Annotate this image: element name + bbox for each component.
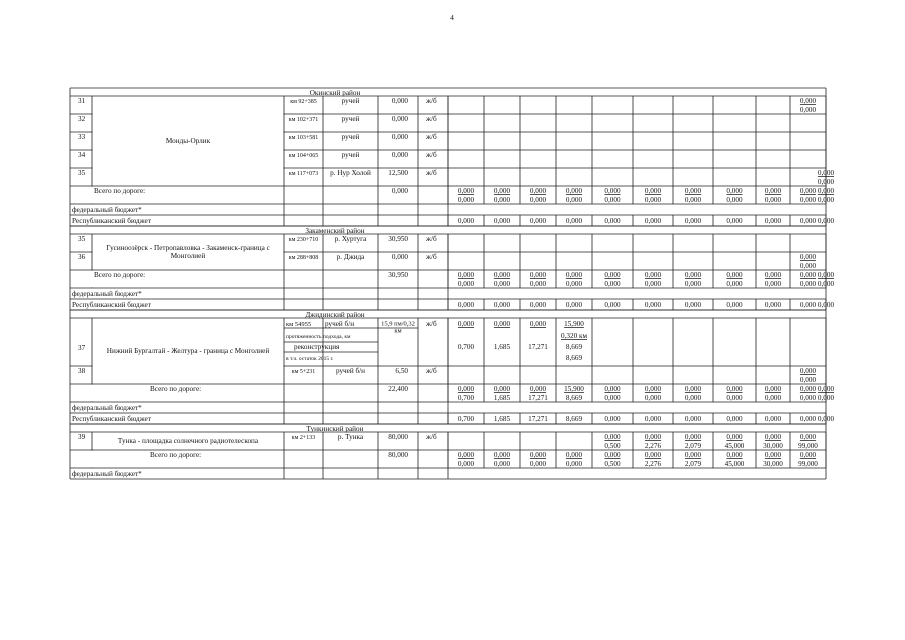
amount-value: 0,700 — [457, 343, 475, 351]
total-amount: 0,000 — [457, 460, 475, 468]
total-length: 80,000 — [388, 451, 408, 459]
total-length: 30,950 — [388, 271, 408, 279]
total-amount: 0,000 — [604, 187, 621, 195]
total-amount: 0,000 — [604, 394, 621, 402]
amount-value: 0,000 — [799, 376, 817, 384]
total-amount: 0,000 — [529, 187, 547, 195]
total-amount: 0,000 — [493, 196, 511, 204]
total-amount: 0,000 — [457, 385, 475, 393]
total-amount: 0,000 — [726, 280, 743, 288]
total-amount: 0,000 — [565, 187, 583, 195]
republic-amount: 0,000 — [726, 301, 743, 309]
amount-value: 0,000 — [604, 433, 621, 441]
amount-value: 1,685 — [493, 343, 511, 351]
km-mark: км 104+065 — [288, 153, 319, 159]
total-amount: 8,669 — [565, 394, 583, 402]
total-label: Всего по дороге: — [94, 271, 146, 279]
structure-kind: ж/б — [426, 320, 437, 328]
republic-amount: 0,700 — [457, 415, 475, 423]
total-label: Всего по дороге: — [94, 187, 146, 195]
total-amount: 0,000 — [493, 271, 511, 279]
total-amount: 0,000 — [799, 280, 817, 288]
total-amount: 0,000 — [726, 394, 743, 402]
total-amount: 0,000 — [457, 196, 475, 204]
structure-kind: ж/б — [426, 169, 437, 177]
republic-amount: 0,000 — [457, 217, 475, 225]
total-amount: 0,000 — [764, 271, 782, 279]
length-value: 0,000 — [391, 253, 408, 261]
road-name: Нижний Бургалтай - Желтура - граница с Монголией — [106, 347, 270, 355]
total-amount: 2,079 — [684, 460, 702, 468]
km-mark: км 103+581 — [288, 135, 319, 141]
object-name: ручей — [341, 151, 360, 159]
amount-value: 2,079 — [684, 442, 702, 450]
republic-budget-label: Республиканский бюджет — [72, 217, 151, 225]
total-label: Всего по дороге: — [150, 451, 202, 459]
total-amount: 0,000 — [604, 271, 621, 279]
total-amount: 0,000 — [764, 196, 782, 204]
total-amount: 0,000 — [565, 280, 583, 288]
total-amount: 0,000 — [457, 187, 475, 195]
total-amount: 0,000 — [529, 196, 547, 204]
total-amount: 0,000 — [799, 187, 817, 195]
km-mark: км 117+073 — [288, 171, 319, 177]
republic-amount: 17,271 — [528, 415, 548, 423]
total-amount: 0,000 — [817, 196, 835, 204]
total-amount: 0,000 — [644, 271, 662, 279]
amount-value: 0,000 — [799, 97, 817, 105]
republic-amount: 0,000 — [684, 415, 702, 423]
amount-value: 2,276 — [644, 442, 662, 450]
total-amount: 0,000 — [817, 394, 835, 402]
amount-value: 0,000 — [644, 433, 662, 441]
total-amount: 0,000 — [764, 451, 782, 459]
total-amount: 30,000 — [763, 460, 783, 468]
total-amount: 2,276 — [644, 460, 662, 468]
amount-value: 0,000 — [817, 169, 835, 177]
length-value: 6,50 — [395, 367, 408, 375]
row-number: 32 — [78, 115, 86, 123]
district-name: Тункинский район — [306, 425, 364, 433]
total-amount: 0,000 — [529, 271, 547, 279]
total-amount: 99,000 — [798, 460, 818, 468]
amount-value: 0,000 — [799, 433, 817, 441]
amount-value: 8,669 — [565, 343, 583, 351]
row-number: 35 — [78, 169, 86, 177]
federal-budget-label: федеральный бюджет* — [72, 470, 142, 478]
object-name: ручей б/н — [335, 367, 366, 375]
total-amount: 0,000 — [644, 451, 662, 459]
republic-amount: 0,000 — [644, 415, 662, 423]
amount-value: 8,669 — [565, 354, 583, 362]
total-amount: 0,000 — [764, 394, 782, 402]
total-amount: 0,000 — [604, 196, 621, 204]
district-name: Закаменский район — [305, 227, 365, 235]
km-mark: км 230+710 — [288, 237, 319, 243]
total-length: 22,400 — [388, 385, 408, 393]
row-number: 37 — [78, 344, 86, 352]
sub-label: в т.ч. остаток 2015 г. — [286, 356, 334, 362]
object-name: ручей б/н — [325, 320, 355, 328]
total-amount: 0,000 — [493, 451, 511, 459]
structure-kind: ж/б — [426, 133, 437, 141]
amount-value: 0,000 — [726, 433, 743, 441]
total-amount: 0,000 — [799, 385, 817, 393]
republic-budget-label: Республиканский бюджет — [72, 301, 151, 309]
length-value: 15,9 пм/0,32 км — [381, 320, 415, 335]
length-value: 0,000 — [391, 151, 408, 159]
km-mark: км 102+371 — [288, 117, 319, 123]
row-number: 31 — [78, 97, 86, 105]
total-amount: 0,000 — [684, 271, 702, 279]
length-value: 0,000 — [391, 115, 408, 123]
sub-label: реконструкция — [294, 343, 340, 351]
amount-value: 0,000 — [799, 106, 817, 114]
republic-amount: 0,000 — [799, 415, 817, 423]
total-label: Всего по дороге: — [150, 385, 202, 393]
total-amount: 0,000 — [764, 385, 782, 393]
object-name: р. Нур Холой — [330, 169, 371, 177]
republic-amount: 0,000 — [529, 301, 547, 309]
amount-value: 30,000 — [763, 442, 783, 450]
km-mark: км 5+231 — [291, 369, 316, 375]
republic-amount: 0,000 — [644, 301, 662, 309]
total-amount: 0,000 — [799, 271, 817, 279]
district-name: Джидинский район — [305, 311, 365, 319]
total-amount: 0,000 — [764, 187, 782, 195]
amount-value: 0,000 — [684, 433, 702, 441]
total-amount: 0,000 — [726, 385, 743, 393]
total-amount: 0,000 — [644, 196, 662, 204]
total-amount: 0,000 — [644, 280, 662, 288]
total-amount: 0,000 — [529, 460, 547, 468]
republic-amount: 0,000 — [529, 217, 547, 225]
republic-amount: 0,000 — [457, 301, 475, 309]
republic-amount: 0,000 — [604, 301, 621, 309]
object-name: р. Тунка — [337, 433, 364, 441]
republic-amount: 0,000 — [493, 301, 511, 309]
federal-budget-label: федеральный бюджет* — [72, 404, 142, 412]
road-name: Монды-Орлик — [165, 137, 211, 145]
page-number: 4 — [450, 13, 454, 22]
sub-label: протяженность подхода, км — [286, 334, 351, 340]
republic-amount: 0,000 — [726, 415, 743, 423]
row-number: 34 — [78, 151, 86, 159]
republic-amount: 0,000 — [604, 217, 621, 225]
republic-amount: 0,000 — [764, 301, 782, 309]
republic-amount: 0,000 — [493, 217, 511, 225]
republic-amount: 0,000 — [644, 217, 662, 225]
republic-amount: 0,000 — [817, 301, 835, 309]
amount-value: 0,000 — [493, 320, 511, 328]
total-amount: 0,000 — [799, 196, 817, 204]
structure-kind: ж/б — [426, 367, 437, 375]
km-mark: км 2+133 — [291, 435, 316, 441]
republic-amount: 0,000 — [565, 301, 583, 309]
amount-value: 0,000 — [764, 433, 782, 441]
total-amount: 17,271 — [528, 394, 548, 402]
row-number: 39 — [78, 433, 86, 441]
total-amount: 0,000 — [565, 460, 583, 468]
structure-kind: ж/б — [426, 253, 437, 261]
total-amount: 0,000 — [684, 280, 702, 288]
total-amount: 0,000 — [817, 271, 835, 279]
structure-kind: ж/б — [426, 115, 437, 123]
total-amount: 0,000 — [684, 385, 702, 393]
republic-amount: 0,000 — [684, 301, 702, 309]
amount-value: 0,320 км — [560, 332, 588, 340]
km-mark: км 92+385 — [290, 99, 317, 105]
total-amount: 0,000 — [457, 271, 475, 279]
total-amount: 0,000 — [604, 385, 621, 393]
total-amount: 0,000 — [457, 451, 475, 459]
row-number: 33 — [78, 133, 86, 141]
amount-value: 45,000 — [724, 442, 745, 450]
total-amount: 0,000 — [684, 394, 702, 402]
total-amount: 0,000 — [493, 187, 511, 195]
amount-value: 0,000 — [457, 320, 475, 328]
row-number: 36 — [78, 253, 86, 261]
object-name: р. Джида — [336, 253, 365, 261]
total-amount: 0,000 — [604, 280, 621, 288]
total-amount: 0,000 — [604, 451, 621, 459]
total-amount: 0,000 — [529, 385, 547, 393]
total-amount: 0,700 — [457, 394, 475, 402]
total-amount: 0,000 — [817, 187, 835, 195]
road-name: Гусиноозёрск - Петропавловка - Закаменск-граница с Монголией — [106, 243, 270, 261]
length-value: 80,000 — [388, 433, 408, 441]
amount-value: 0,000 — [817, 178, 835, 186]
amount-value: 15,900 — [564, 320, 584, 328]
republic-amount: 0,000 — [764, 217, 782, 225]
row-number: 38 — [78, 367, 86, 375]
object-name: р. Хуртуга — [334, 235, 367, 243]
total-amount: 0,000 — [684, 451, 702, 459]
total-amount: 0,000 — [726, 196, 743, 204]
republic-amount: 8,669 — [565, 415, 583, 423]
republic-amount: 0,000 — [817, 217, 835, 225]
structure-kind: ж/б — [426, 433, 437, 441]
total-amount: 0,000 — [799, 394, 817, 402]
amount-value: 99,000 — [798, 442, 818, 450]
total-amount: 0,000 — [684, 187, 702, 195]
row-number: 35 — [78, 235, 86, 243]
total-amount: 0,000 — [565, 271, 583, 279]
length-value: 0,000 — [391, 97, 408, 105]
total-amount: 0,000 — [799, 451, 817, 459]
length-value: 0,000 — [391, 133, 408, 141]
republic-amount: 0,000 — [726, 217, 743, 225]
republic-amount: 0,000 — [604, 415, 621, 423]
structure-kind: ж/б — [426, 151, 437, 159]
km-mark: км 288+808 — [288, 255, 319, 261]
total-amount: 0,000 — [726, 271, 743, 279]
km-mark: км 54955 — [286, 321, 312, 328]
total-amount: 0,000 — [529, 280, 547, 288]
amount-value: 0,000 — [799, 367, 817, 375]
total-amount: 0,000 — [644, 187, 662, 195]
total-amount: 45,000 — [724, 460, 745, 468]
republic-budget-label: Республиканский бюджет — [72, 415, 151, 423]
total-amount: 0,000 — [644, 394, 662, 402]
federal-budget-label: федеральный бюджет* — [72, 206, 142, 214]
total-amount: 1,685 — [493, 394, 511, 402]
district-name: Окинский район — [309, 89, 361, 97]
object-name: ручей — [341, 115, 360, 123]
amount-value: 0,500 — [604, 442, 621, 450]
republic-amount: 0,000 — [799, 301, 817, 309]
amount-value: 0,000 — [529, 320, 547, 328]
republic-amount: 1,685 — [493, 415, 511, 423]
road-name: Тунка - площадка солнечного радиотелескопа — [117, 437, 259, 445]
total-amount: 0,000 — [684, 196, 702, 204]
total-amount: 15,900 — [564, 385, 584, 393]
object-name: ручей — [341, 133, 360, 141]
total-amount: 0,000 — [726, 187, 743, 195]
amount-value: 0,000 — [799, 253, 817, 261]
amount-value: 17,271 — [528, 343, 548, 351]
total-amount: 0,000 — [493, 280, 511, 288]
republic-amount: 0,000 — [764, 415, 782, 423]
republic-amount: 0,000 — [565, 217, 583, 225]
total-amount: 0,500 — [604, 460, 621, 468]
length-value: 30,950 — [388, 235, 408, 243]
object-name: ручей — [341, 97, 360, 105]
total-amount: 0,000 — [565, 196, 583, 204]
length-value: 12,500 — [388, 169, 408, 177]
total-amount: 0,000 — [644, 385, 662, 393]
total-amount: 0,000 — [764, 280, 782, 288]
republic-amount: 0,000 — [817, 415, 835, 423]
total-amount: 0,000 — [565, 451, 583, 459]
federal-budget-label: федеральный бюджет* — [72, 290, 142, 298]
total-amount: 0,000 — [726, 451, 743, 459]
amount-value: 0,000 — [799, 262, 817, 270]
total-length: 0,000 — [391, 187, 408, 195]
total-amount: 0,000 — [529, 451, 547, 459]
total-amount: 0,000 — [817, 280, 835, 288]
structure-kind: ж/б — [426, 97, 437, 105]
total-amount: 0,000 — [493, 460, 511, 468]
total-amount: 0,000 — [457, 280, 475, 288]
republic-amount: 0,000 — [799, 217, 817, 225]
total-amount: 0,000 — [817, 385, 835, 393]
total-amount: 0,000 — [493, 385, 511, 393]
republic-amount: 0,000 — [684, 217, 702, 225]
structure-kind: ж/б — [426, 235, 437, 243]
